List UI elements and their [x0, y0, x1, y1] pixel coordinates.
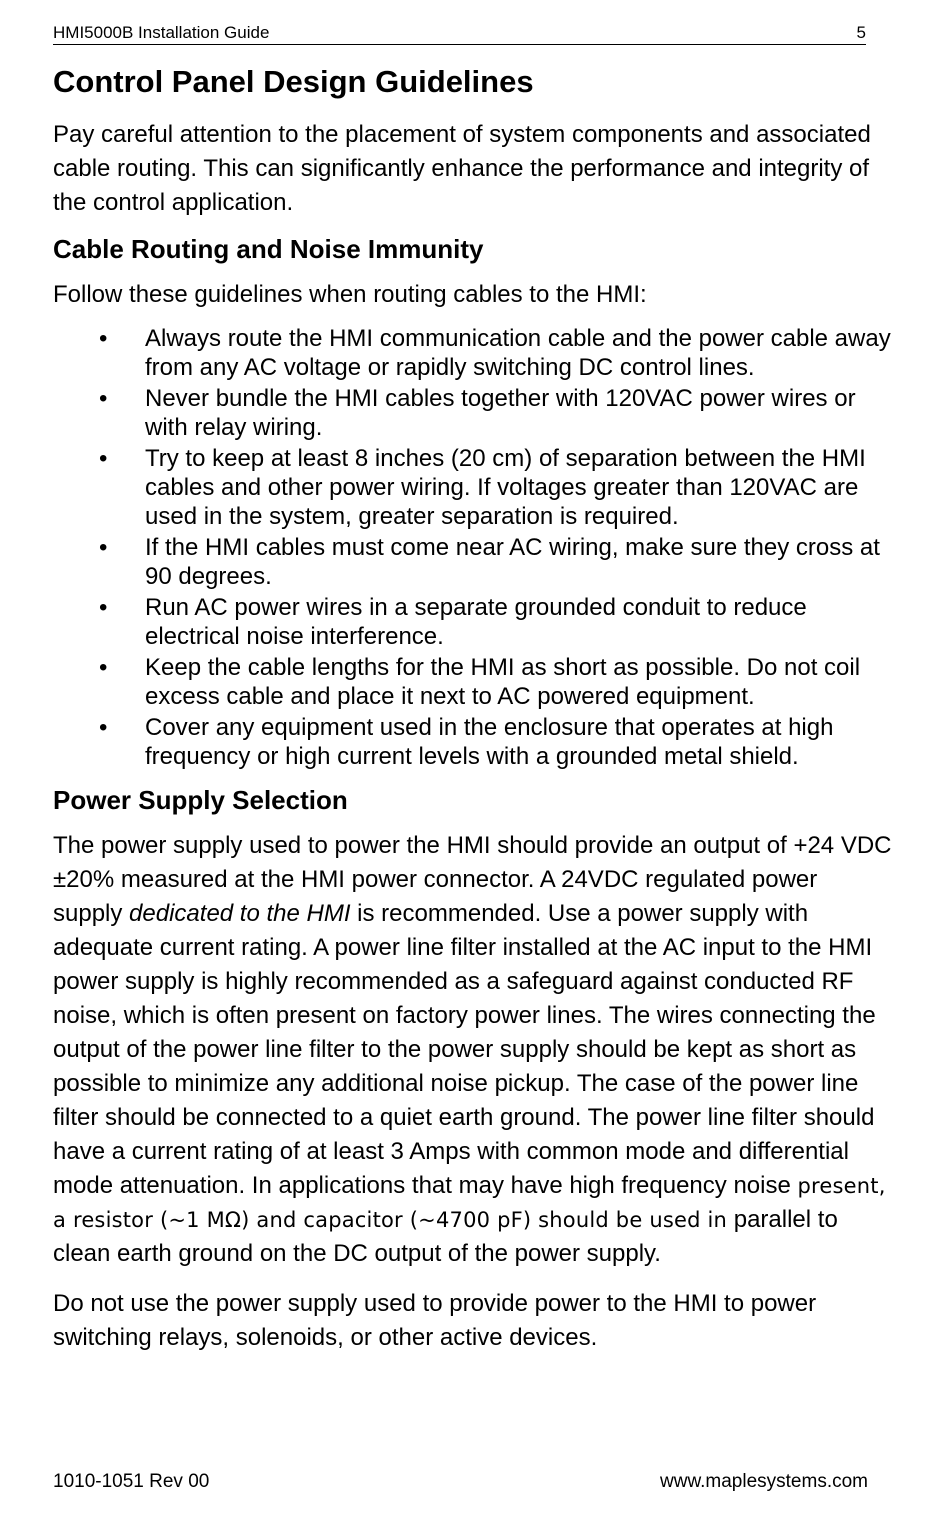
- emphasis-text: dedicated to the HMI: [129, 900, 351, 927]
- bullet-icon: •: [99, 385, 108, 412]
- list-item-text: If the HMI cables must come near AC wiring, make sure they cross at 90 degrees.: [145, 534, 880, 590]
- power-supply-heading: Power Supply Selection: [53, 785, 348, 815]
- list-item: [53, 533, 893, 591]
- list-item-text: Cover any equipment used in the enclosure that operates at high frequency or high current levels with a grounded metal shield.: [145, 714, 834, 770]
- cable-routing-heading: Cable Routing and Noise Immunity: [53, 234, 484, 264]
- bullet-icon: •: [99, 594, 108, 621]
- list-item: [53, 593, 893, 651]
- page-footer: [53, 1470, 868, 1494]
- intro-paragraph: Pay careful attention to the placement of system components and associated cable routing. This can significantly enhance the performance and integrity of the control application.: [53, 121, 871, 216]
- bullet-icon: •: [99, 325, 108, 352]
- power-text-part: parallel to clean earth ground on the DC output of the power supply.: [53, 1206, 838, 1267]
- list-item: [53, 324, 893, 382]
- list-item: [53, 713, 893, 771]
- footer-doc-number: 1010-1051 Rev 00: [53, 1471, 210, 1492]
- list-item: [53, 444, 893, 531]
- bullet-icon: •: [99, 654, 108, 681]
- list-item-text: Always route the HMI communication cable and the power cable away from any AC voltage or rapidly switching DC control lines.: [145, 325, 891, 381]
- cable-routing-lead: Follow these guidelines when routing cables to the HMI:: [53, 281, 647, 308]
- power-supply-warning-paragraph: Do not use the power supply used to provide power to the HMI to power switching relays, solenoids, or other active devices.: [53, 1290, 817, 1351]
- power-text-part: The power supply used to power the HMI should provide an output of +24 VDC ±20% measured at the HMI power connector. A 24VDC regulated power supply: [53, 832, 892, 927]
- bullet-icon: •: [99, 445, 108, 472]
- list-item-text: Run AC power wires in a separate grounded conduit to reduce electrical noise interference.: [145, 594, 807, 650]
- footer-website-link: www.maplesystems.com: [660, 1471, 868, 1492]
- header-document-title: HMI5000B Installation Guide: [53, 23, 270, 42]
- power-text-part-alt-font: present, a resistor (~1 MΩ) and capacitor (~4700 pF) should be used in: [53, 1174, 886, 1232]
- page-content: [53, 60, 893, 1367]
- list-item-text: Never bundle the HMI cables together with 120VAC power wires or with relay wiring.: [145, 385, 856, 441]
- page-title: Control Panel Design Guidelines: [53, 64, 534, 99]
- bullet-icon: •: [99, 534, 108, 561]
- list-item: [53, 653, 893, 711]
- list-item: [53, 384, 893, 442]
- page-header: [53, 22, 866, 45]
- list-item-text: Try to keep at least 8 inches (20 cm) of separation between the HMI cables and other power wiring. If voltages greater than 120VAC are used in the system, greater separation is required.: [145, 445, 866, 530]
- power-supply-paragraph: [53, 829, 893, 1271]
- power-text-part: is recommended. Use a power supply with adequate current rating. A power line filter installed at the AC input to the HMI power supply is highly recommended as a safeguard against conducted RF noise, which is often present on factory power lines. The wires connecting the output of the power line filter to the power supply should be kept as short as possible to minimize any additional noise pickup. The case of the power line filter should be connected to a quiet earth ground. The power line filter should have a current rating of at least 3 Amps with common mode and differential mode attenuation. In applications that may have high frequency noise: [53, 900, 876, 1199]
- cable-guidelines-list: [53, 324, 893, 771]
- list-item-text: Keep the cable lengths for the HMI as short as possible. Do not coil excess cable and place it next to AC powered equipment.: [145, 654, 861, 710]
- header-page-number: 5: [856, 23, 866, 42]
- bullet-icon: •: [99, 714, 108, 741]
